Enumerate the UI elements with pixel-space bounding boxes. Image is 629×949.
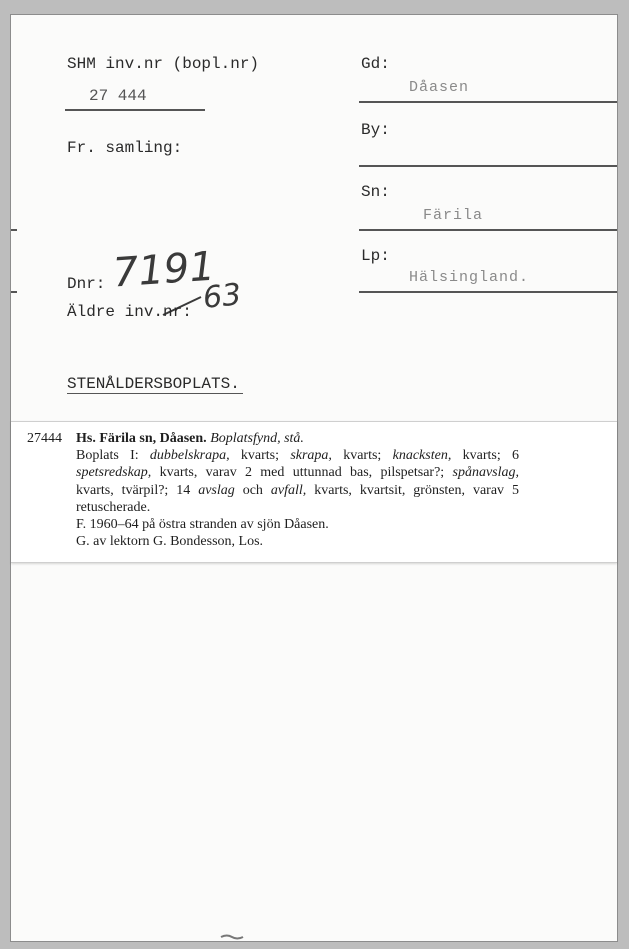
catalog-entry	[27, 430, 519, 550]
entry-term: spånavslag,	[452, 465, 519, 481]
gard-value: Dåasen	[409, 79, 470, 96]
entry-body	[76, 430, 519, 550]
catalog-card	[10, 14, 618, 942]
aldre-inv-label: Äldre inv.nr:	[67, 303, 192, 321]
paper-scuff-mark	[219, 933, 245, 941]
landskap-underline	[359, 291, 617, 293]
entry-line	[76, 516, 519, 533]
entry-term: skrapa,	[290, 448, 332, 464]
entry-term: dubbelskrapa,	[149, 448, 230, 464]
entry-text: Boplats I:	[76, 448, 150, 464]
by-underline	[359, 165, 617, 167]
entry-line	[76, 447, 519, 464]
socken-value: Färila	[423, 207, 484, 224]
dnr-handwritten-value: 7191	[111, 243, 217, 297]
edge-mark-lower	[11, 291, 17, 293]
entry-line	[76, 533, 519, 550]
landskap-value: Hälsingland.	[409, 269, 530, 286]
dnr-label: Dnr:	[67, 275, 106, 293]
site-type-underline	[67, 393, 243, 394]
entry-text: G. av lektorn G. Bondesson, Los.	[76, 534, 264, 550]
gard-underline	[359, 101, 617, 103]
entry-lines	[76, 447, 519, 550]
site-type-heading: STENÅLDERSBOPLATS.	[67, 375, 240, 393]
gard-label: Gd:	[361, 55, 390, 73]
entry-term: avfall,	[270, 482, 307, 498]
entry-line	[76, 482, 519, 499]
entry-text: kvarts;	[229, 448, 291, 464]
inventory-number-underline	[65, 109, 205, 111]
entry-text: kvarts; 6	[451, 448, 520, 464]
socken-underline	[359, 229, 617, 231]
inventory-number-value: 27 444	[89, 87, 147, 105]
dnr-handwritten-suffix: 63	[201, 277, 243, 316]
entry-text: kvarts, tvärpil?; 14	[76, 482, 199, 498]
entry-text: och	[234, 482, 271, 498]
entry-text: retuscherade.	[76, 499, 151, 515]
entry-number: 27444	[27, 431, 62, 446]
entry-text: kvarts;	[331, 448, 393, 464]
entry-heading	[76, 430, 519, 447]
edge-mark-upper	[11, 229, 17, 231]
entry-heading-location: Hs. Färila sn, Dåasen.	[76, 431, 207, 446]
entry-line	[76, 464, 519, 481]
entry-text: kvarts, varav 2 med uttunnad bas, pilspetsar?;	[151, 465, 453, 481]
entry-text: kvarts, kvartsit, grönsten, varav 5	[306, 482, 519, 498]
fr-samling-label: Fr. samling:	[67, 139, 183, 157]
inventory-number-label: SHM inv.nr (bopl.nr)	[67, 55, 260, 73]
entry-term: avslag	[198, 482, 235, 498]
printed-entry-sticker	[11, 421, 617, 563]
by-label: By:	[361, 121, 390, 139]
entry-term: spetsredskap,	[76, 465, 152, 481]
socken-label: Sn:	[361, 183, 390, 201]
entry-term: knacksten,	[392, 448, 452, 464]
entry-line	[76, 499, 519, 516]
landskap-label: Lp:	[361, 247, 390, 265]
entry-text: F. 1960–64 på östra stranden av sjön Dåasen.	[76, 517, 329, 533]
entry-heading-type: Boplatsfynd, stå.	[210, 431, 304, 446]
